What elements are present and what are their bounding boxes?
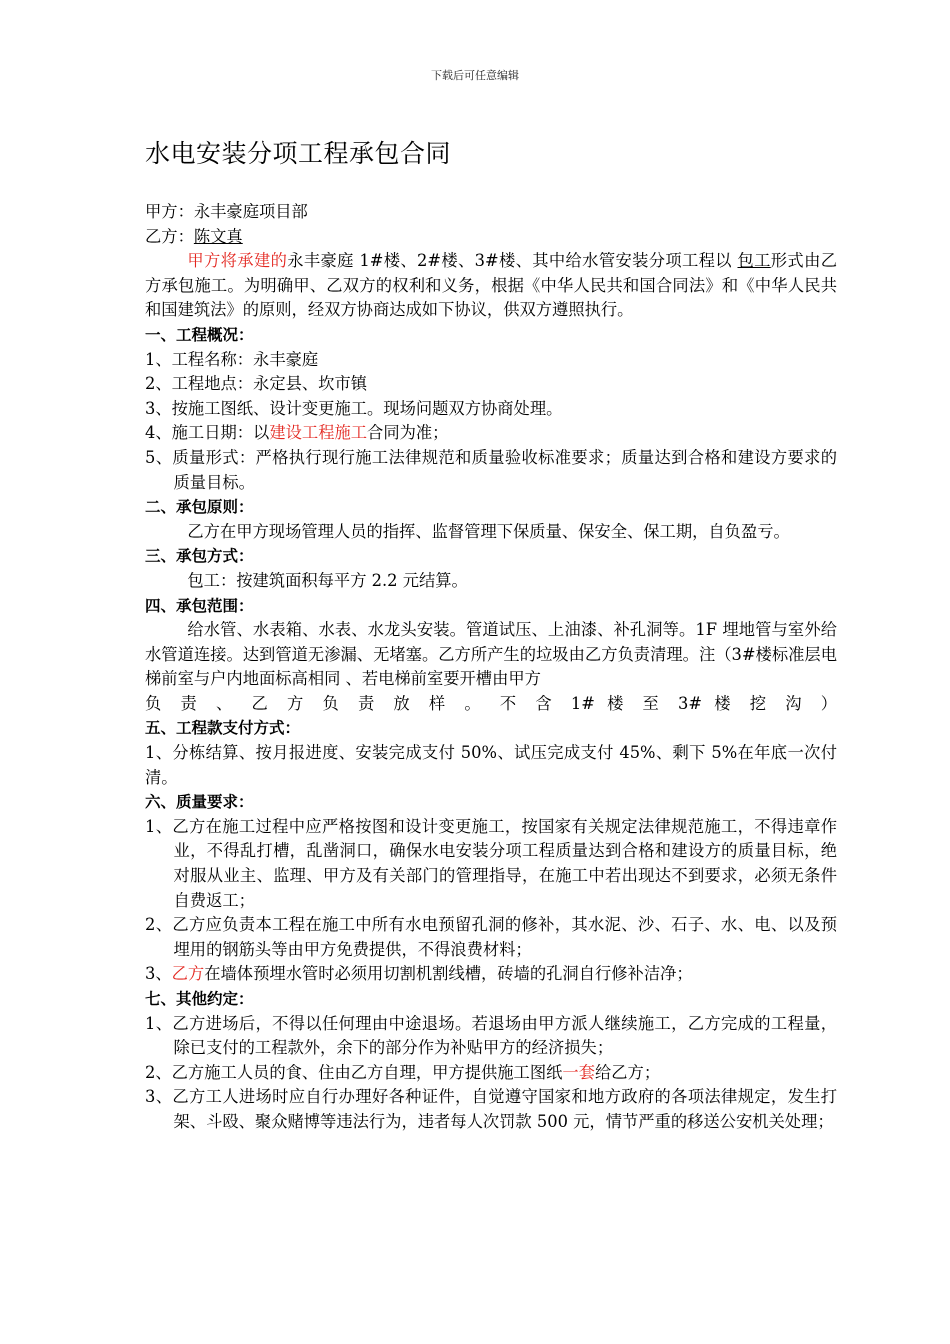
party-b-label: 乙方： — [145, 226, 194, 246]
s3-text: 包工：按建筑面积每平方 2.2 元结算。 — [187, 570, 468, 590]
section-1-heading: 一、工程概况： — [145, 325, 254, 344]
s1-item-4-a: 4、施工日期：以 — [145, 423, 270, 443]
section-3-heading: 三、承包方式： — [145, 547, 254, 566]
s6-item-3-a: 3、 — [145, 964, 172, 984]
s1-item-5: 5、质量形式：严格执行现行施工法律规范和质量验收标准要求；质量达到合格和建设方要求的质量目标。 — [145, 447, 837, 492]
s7-item-1: 1、乙方进场后，不得以任何理由中途退场。若退场由甲方派人继续施工，乙方完成的工程量，除已支付的工程款外，余下的部分作为补贴甲方的经济损失； — [145, 1013, 837, 1058]
s7-item-2-red: 一套 — [562, 1062, 595, 1082]
party-b-name: 陈文真 — [193, 226, 243, 246]
s2-text: 乙方在甲方现场管理人员的指挥、监督管理下保质量、保安全、保工期，自负盈亏。 — [187, 521, 790, 541]
section-4-heading: 四、承包范围： — [145, 596, 254, 615]
s4-text: 给水管、水表箱、水表、水龙头安装。管道试压、上油漆、补孔洞等。1F 埋地管与室外给水管道连接。达到管道无渗漏、无堵塞。乙方所产生的垃圾由乙方负责清理。注（3#楼标准层电梯前室与户内地面标高相同 、若电梯前室要开槽由甲方 — [145, 620, 837, 689]
document-title: 水电安装分项工程承包合同 — [145, 139, 452, 168]
s1-item-4-b: 合同为准； — [367, 423, 449, 443]
intro-paragraph — [145, 249, 837, 323]
s6-item-3-red: 乙方 — [171, 964, 205, 984]
s1-item-4-red: 建设工程施工 — [269, 423, 368, 443]
intro-text-1: 永丰豪庭 1#楼、2#楼、3#楼、其中给水管安装分项工程以 — [287, 251, 738, 271]
s1-item-4 — [145, 421, 837, 446]
section-2-heading: 二、承包原则： — [145, 498, 254, 517]
s1-item-3: 3、按施工图纸、设计变更施工。现场问题双方协商处理。 — [145, 398, 563, 418]
section-5-heading: 五、工程款支付方式： — [145, 719, 301, 738]
intro-underlined: 包工 — [737, 251, 771, 271]
intro-text-2: 形式由乙方承包施工。为明确甲、乙双方的权利和义务，根据《中华人民共和国合同法》和《中华人民共和国建筑法》的原则，经双方协商达成如下协议，供双方遵照执行。 — [145, 251, 837, 320]
party-a: 甲方：永丰豪庭项目部 — [145, 202, 308, 221]
s5-text: 1、分栋结算、按月报进度、安装完成支付 50%、试压完成支付 45%、剩下 5%在年底一次付清。 — [145, 743, 837, 787]
intro-red-text: 甲方将承建的 — [187, 251, 288, 271]
section-6-heading: 六、质量要求： — [145, 793, 254, 812]
s4-last-line: 负 责 、 乙 方 负 责 放 样 。 不 含 1# 楼 至 3# 楼 挖 沟 ） — [145, 693, 837, 713]
s6-item-2: 2、乙方应负责本工程在施工中所有水电预留孔洞的修补，其水泥、沙、石子、水、电、以及预埋用的钢筋头等由甲方免费提供，不得浪费材料； — [145, 915, 837, 959]
page-header: 下载后可任意编辑 — [431, 69, 519, 82]
s1-item-2: 2、工程地点：永定县、坎市镇 — [145, 374, 368, 394]
section-7-heading: 七、其他约定： — [145, 990, 254, 1008]
s6-item-3-b: 在墙体预埋水管时必须用切割机割线槽，砖墙的孔洞自行修补洁净； — [204, 964, 693, 984]
s1-item-1: 1、工程名称：永丰豪庭 — [145, 349, 319, 369]
s7-item-2-a: 2、乙方施工人员的食、住由乙方自理，甲方提供施工图纸 — [145, 1062, 563, 1082]
s7-item-2 — [145, 1061, 837, 1086]
s7-item-2-b: 给乙方； — [594, 1062, 661, 1082]
party-b — [145, 225, 837, 250]
s7-item-3: 3、乙方工人进场时应自行办理好各种证件，自觉遵守国家和地方政府的各项法律规定，发生打架、斗殴、聚众赌博等违法行为，违者每人次罚款 500 元，情节严重的移送公安机关处理； — [145, 1087, 837, 1131]
s6-item-3 — [145, 962, 837, 987]
s6-item-1: 1、乙方在施工过程中应严格按图和设计变更施工，按国家有关规定法律规范施工，不得违章作业，不得乱打槽，乱凿洞口，确保水电安装分项工程质量达到合格和建设方的质量目标，绝对服从业主、监理、甲方及有关部门的管理指导，在施工中若出现达不到要求，必须无条件自费返工； — [145, 816, 837, 910]
document-body — [145, 200, 837, 1135]
